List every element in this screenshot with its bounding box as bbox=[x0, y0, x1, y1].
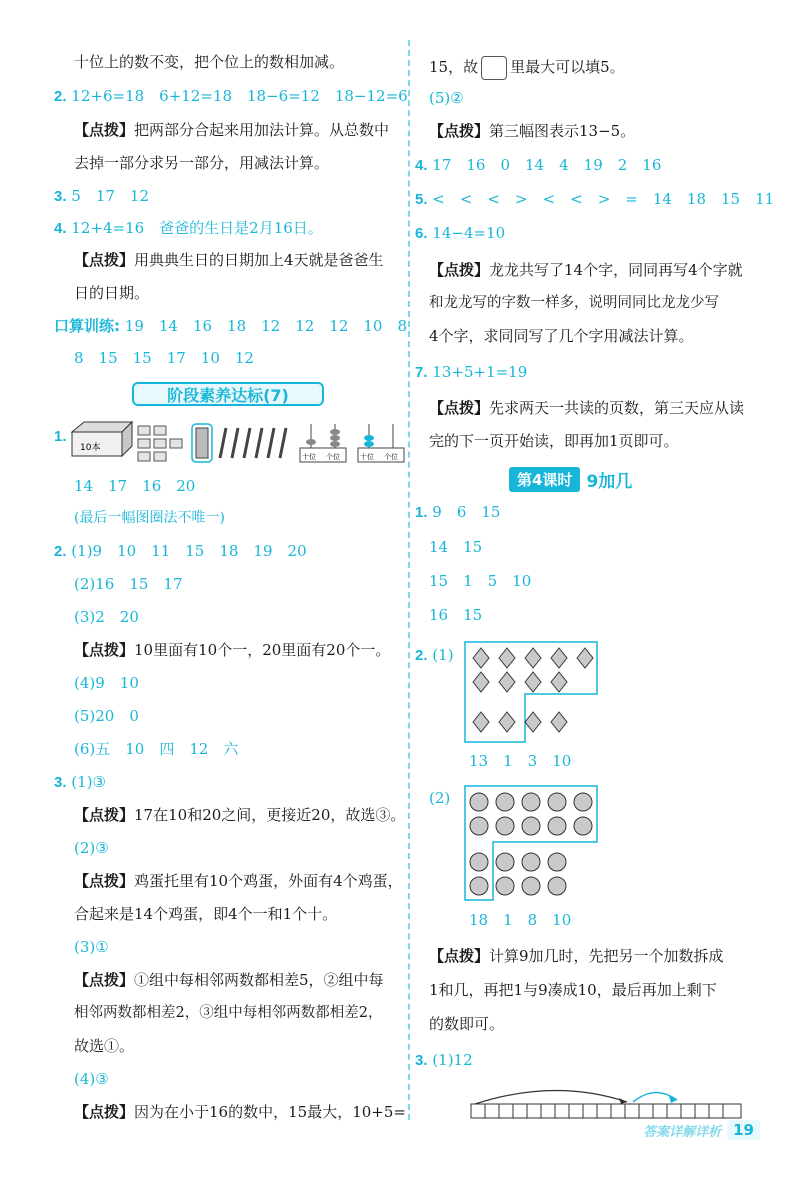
answer: (5)② bbox=[429, 89, 464, 107]
svg-text:个位: 个位 bbox=[326, 453, 340, 461]
hint-line: 日的日期。 bbox=[74, 284, 150, 302]
hint-line: 的数即可。 bbox=[429, 1015, 505, 1033]
answer: 18 1 8 10 bbox=[469, 911, 572, 929]
hint-line: 【点拨】用典典生日的日期加上4天就是爸爸生 bbox=[74, 251, 384, 269]
leaf-grouping-figure bbox=[463, 640, 603, 744]
question-4: 4. 17 16 0 14 4 19 2 16 bbox=[415, 156, 662, 174]
flower-grouping-figure bbox=[463, 784, 603, 902]
hint-line: 【点拨】龙龙共写了14个字，同同再写4个字就 bbox=[429, 261, 743, 279]
hint-line: 【点拨】先求两天一共读的页数，第三天应从读 bbox=[429, 399, 745, 417]
number-line-cells bbox=[471, 1104, 741, 1118]
oral-training-line2: 8 15 15 17 10 12 bbox=[74, 349, 254, 367]
svg-text:十位: 十位 bbox=[360, 453, 374, 461]
hint-line: 【点拨】因为在小于16的数中，15最大，10+5= bbox=[74, 1103, 406, 1121]
question-3: 3. 5 17 12 bbox=[54, 187, 150, 205]
number-line-figure bbox=[465, 1076, 749, 1120]
answer: (5)20 0 bbox=[74, 707, 139, 725]
abacus-figure-2 bbox=[358, 424, 404, 462]
answer: 14 17 16 20 bbox=[74, 477, 196, 495]
book-stack-figure bbox=[72, 422, 132, 456]
question-4: 4. 12+4=16 爸爸的生日是2月16日。 bbox=[54, 219, 323, 237]
oral-label: 口算训练: bbox=[54, 317, 120, 335]
hint-line: 相邻两数都相差2，③组中每相邻两数都相差2， bbox=[74, 1005, 383, 1021]
hint-line: 【点拨】①组中每相邻两数都相差5，②组中每 bbox=[74, 971, 384, 989]
text-line: 15，故 里最大可以填5。 bbox=[429, 56, 625, 80]
blank-box bbox=[481, 56, 507, 80]
oral-training: 口算训练: 19 14 16 18 12 12 12 10 8 bbox=[54, 317, 408, 335]
text-line: 十位上的数不变，把个位上的数相加减。 bbox=[74, 53, 345, 71]
answer: 16 15 bbox=[429, 606, 483, 624]
answer: (2)16 15 17 bbox=[74, 575, 183, 593]
question-5: 5. < < < > < < > = 14 18 15 11 bbox=[415, 190, 775, 208]
hint-line: 和龙龙写的字数一样多，说明同同比龙龙少写 bbox=[429, 295, 719, 311]
svg-text:个位: 个位 bbox=[384, 453, 398, 461]
footer-label: 答案详解详析 bbox=[643, 1124, 722, 1140]
answer: (2)③ bbox=[74, 839, 109, 857]
hint-line: 【点拨】鸡蛋托里有10个鸡蛋，外面有4个鸡蛋， bbox=[74, 872, 403, 890]
lesson-header bbox=[509, 467, 632, 492]
answer: (3)① bbox=[74, 938, 109, 956]
book-label: 10本 bbox=[80, 443, 101, 453]
note: (最后一幅图圈法不唯一) bbox=[74, 510, 225, 526]
answer: (4)③ bbox=[74, 1070, 109, 1088]
lesson-question-2: 2. (1) bbox=[415, 646, 454, 664]
stage-question-3: 3. (1)③ bbox=[54, 773, 106, 791]
stick-bundle-figure bbox=[192, 424, 286, 462]
page-footer bbox=[643, 1120, 760, 1140]
answer: 15 1 5 10 bbox=[429, 572, 532, 590]
hint-line: 4个字，求同同写了几个字用减法计算。 bbox=[429, 327, 694, 345]
stage-question-1: 1. bbox=[54, 428, 67, 445]
stage-question-2: 2. (1)9 10 11 15 18 19 20 bbox=[54, 542, 307, 560]
svg-text:十位: 十位 bbox=[302, 453, 316, 461]
lesson-question-3: 3. (1)12 bbox=[415, 1051, 473, 1069]
answer: (6)五 10 四 12 六 bbox=[74, 740, 239, 758]
small-books-figure bbox=[138, 426, 182, 461]
page-number: 19 bbox=[727, 1120, 760, 1140]
answer: (3)2 20 bbox=[74, 608, 139, 626]
hint-line: 【点拨】计算9加几时，先把另一个加数拆成 bbox=[429, 947, 724, 965]
hint-label: 【点拨】 bbox=[74, 121, 135, 139]
hint-line: 【点拨】把两部分合起来用加法计算。从总数中 bbox=[74, 121, 390, 139]
answer: 12+6=18 6+12=18 18−6=12 18−12=6 bbox=[71, 87, 408, 105]
hint-line: 【点拨】第三幅图表示13−5。 bbox=[429, 122, 636, 140]
hint-line: 完的下一页开始读，即再加1页即可。 bbox=[429, 432, 679, 450]
question-1-figures bbox=[70, 418, 406, 466]
question-6: 6. 14−4=10 bbox=[415, 224, 506, 242]
lesson-title: 9加几 bbox=[586, 472, 633, 492]
abacus-figure-1 bbox=[300, 424, 346, 462]
question-7: 7. 13+5+1=19 bbox=[415, 363, 528, 381]
column-divider bbox=[408, 40, 410, 1120]
lesson-tag: 第4课时 bbox=[509, 467, 580, 492]
hint-line: 去掉一部分求另一部分，用减法计算。 bbox=[74, 154, 330, 172]
answer: 14 15 bbox=[429, 538, 483, 556]
lesson-question-1: 1. 9 6 15 bbox=[415, 503, 501, 521]
section-banner: 阶段素养达标(7) bbox=[132, 382, 324, 406]
question-2: 2. 12+6=18 6+12=18 18−6=12 18−12=6 bbox=[54, 87, 408, 105]
answer: 13 1 3 10 bbox=[469, 752, 572, 770]
hint-line: 【点拨】10里面有10个一，20里面有20个一。 bbox=[74, 641, 391, 659]
hint-line: 故选①。 bbox=[74, 1037, 135, 1055]
flower-icons bbox=[470, 793, 592, 895]
answer: (4)9 10 bbox=[74, 674, 139, 692]
hint-line: 合起来是14个鸡蛋，即4个一和1个十。 bbox=[74, 905, 338, 923]
answer: (2) bbox=[429, 789, 451, 807]
leaf-icons bbox=[473, 648, 593, 732]
hint-line: 1和几，再把1与9凑成10，最后再加上剩下 bbox=[429, 981, 717, 999]
hint-line: 【点拨】17在10和20之间，更接近20，故选③。 bbox=[74, 806, 406, 824]
